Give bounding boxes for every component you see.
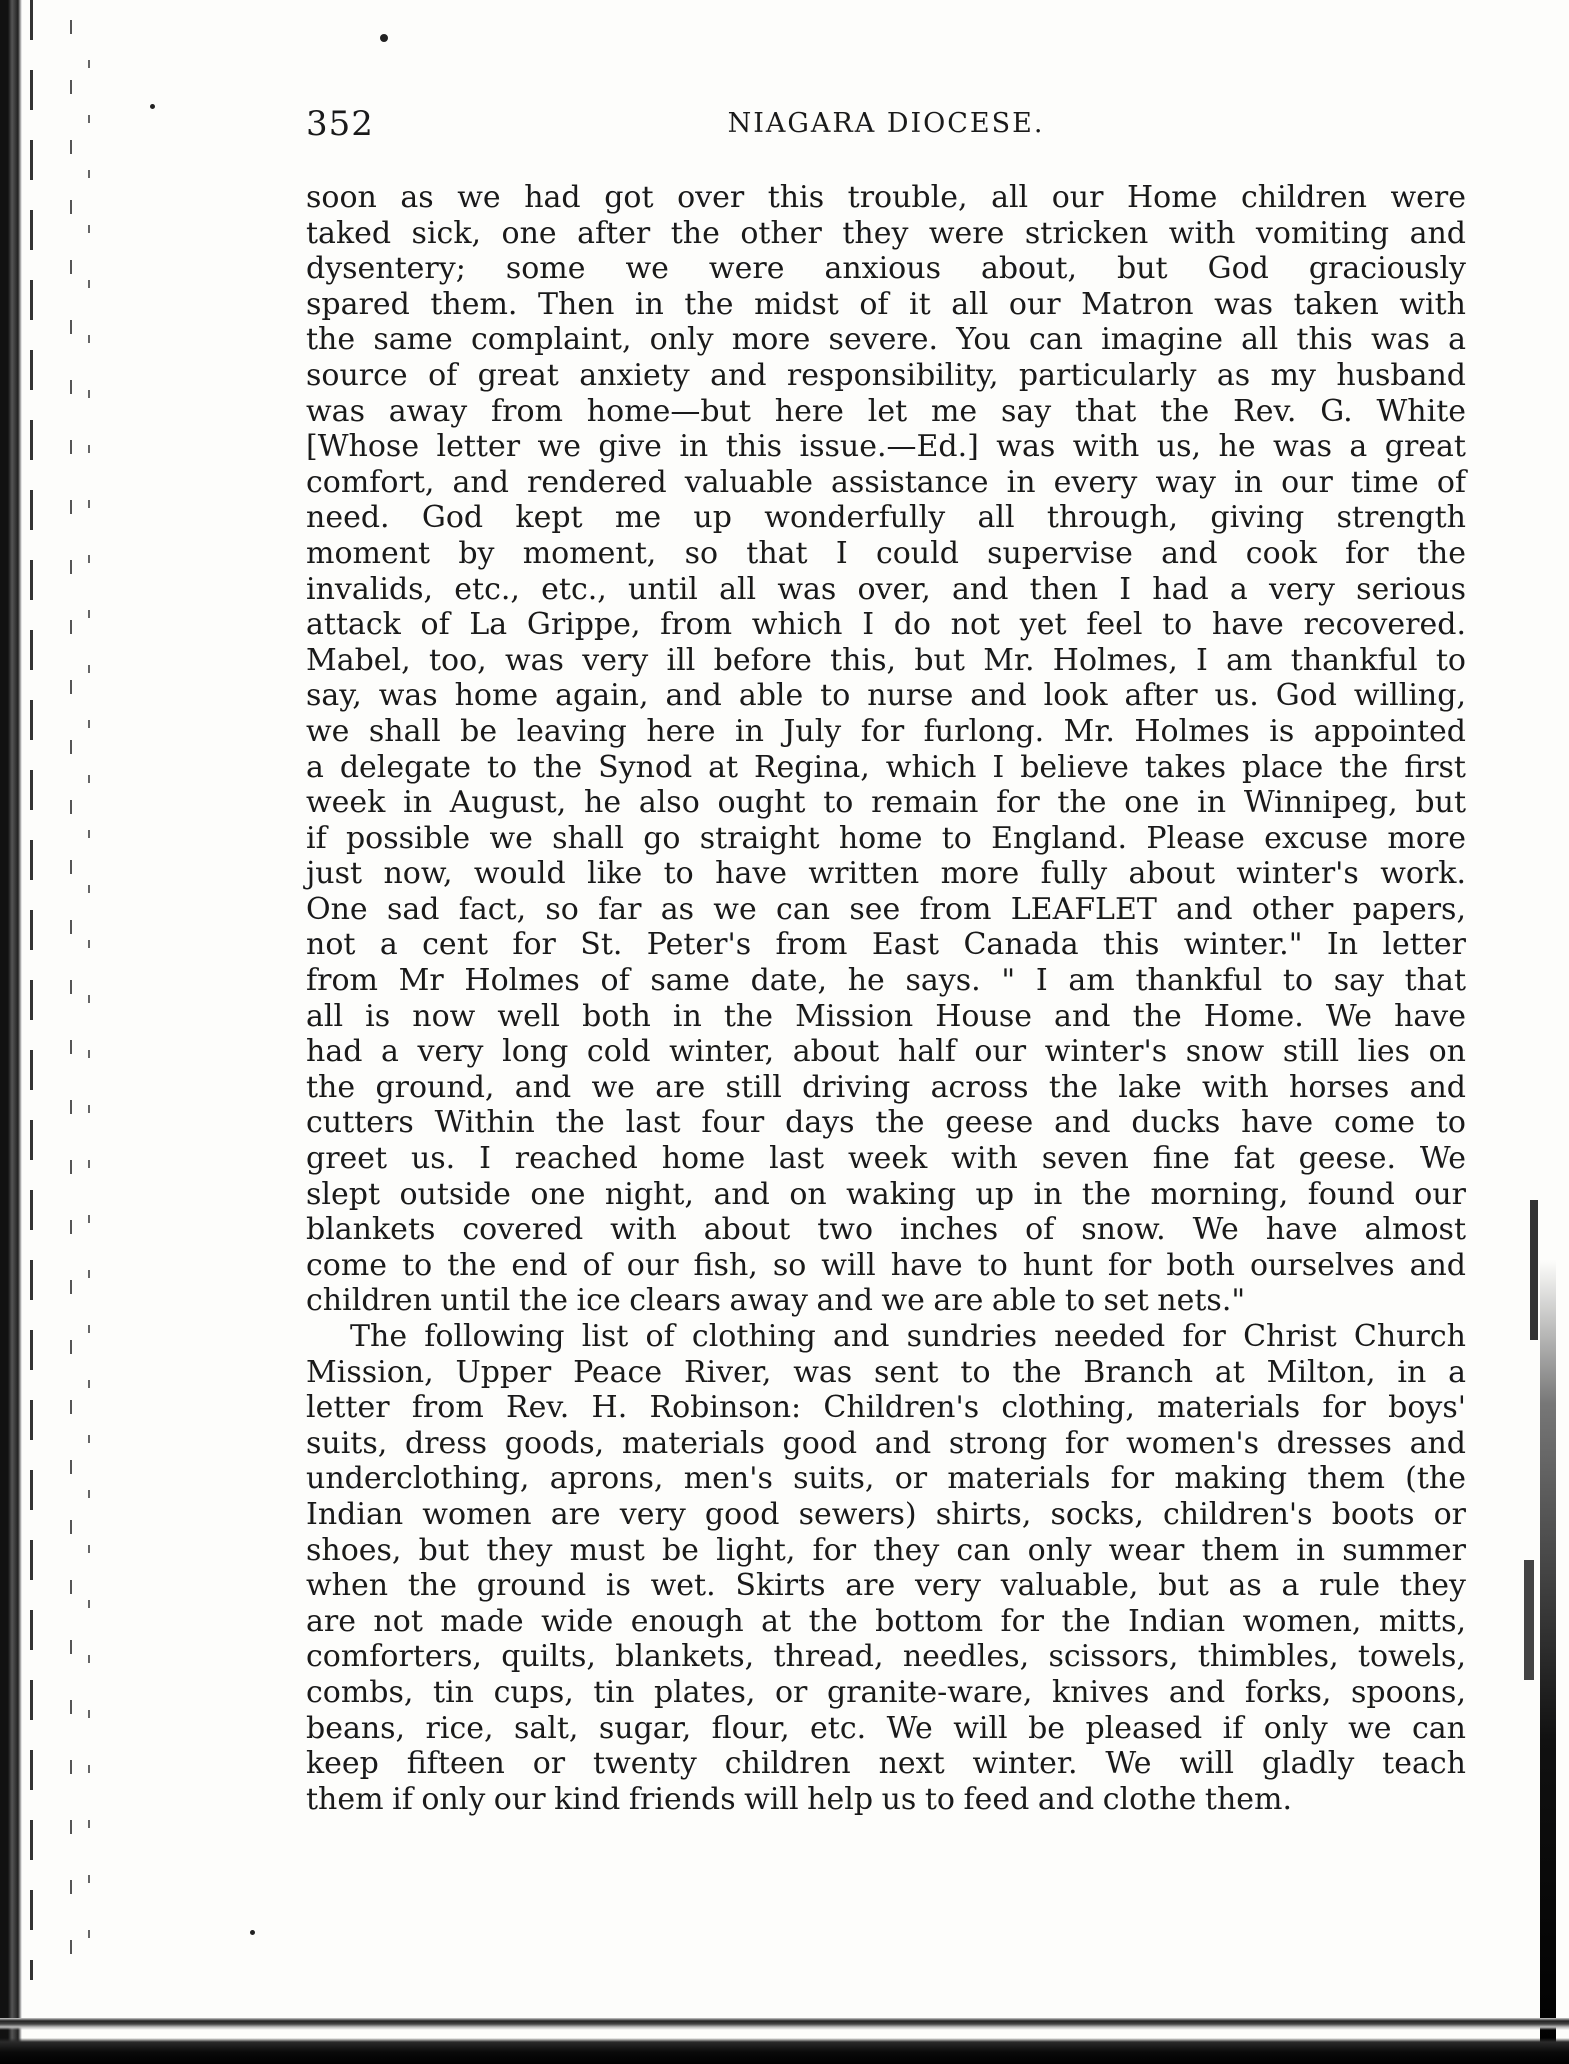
text-line: comforters, quilts, blankets, thread, needles, scissors, thimbles, towels, — [306, 1639, 1466, 1675]
text-line: moment by moment, so that I could supervise and cook for the — [306, 535, 1466, 571]
bottom-edge — [0, 2018, 1569, 2030]
text-line: Indian women are very good sewers) shirts, socks, children's boots or — [306, 1496, 1466, 1532]
text-line: blankets covered with about two inches of snow. We have almost — [306, 1212, 1466, 1248]
text-line: Mission, Upper Peace River, was sent to the Branch at Milton, in a — [306, 1354, 1466, 1390]
text-line: if possible we shall go straight home to England. Please excuse more — [306, 820, 1466, 856]
text-line: soon as we had got over this trouble, all our Home children were — [306, 180, 1466, 215]
text-line: week in August, he also ought to remain for the one in Winnipeg, but — [306, 785, 1466, 821]
text-line: had a very long cold winter, about half our winter's snow still lies on — [306, 1034, 1466, 1070]
text-line: spared them. Then in the midst of it all our Matron was taken with — [306, 286, 1466, 322]
page-edge-shadow — [1540, 1260, 1556, 2060]
text-line: dysentery; some we were anxious about, but God graciously — [306, 251, 1466, 287]
page-edge-mark — [1524, 1560, 1534, 1680]
running-head: NIAGARA DIOCESE. — [727, 108, 1045, 139]
ink-speck — [150, 104, 155, 109]
text-line: them if only our kind friends will help us to feed and clothe them. — [306, 1781, 1293, 1817]
text-line: cutters Within the last four days the geese and ducks have come to — [306, 1105, 1466, 1141]
text-line: all is now well both in the Mission House and the Home. We have — [306, 998, 1466, 1034]
text-line: a delegate to the Synod at Regina, which I believe takes place the first — [306, 749, 1466, 785]
text-line: slept outside one night, and on waking up in the morning, found our — [306, 1176, 1466, 1212]
text-line: attack of La Grippe, from which I do not yet feel to have recovered. — [306, 607, 1466, 643]
ink-speck — [380, 34, 388, 42]
text-line: from Mr Holmes of same date, he says. " I am thankful to say that — [306, 963, 1466, 999]
paragraph-first-line: The following list of clothing and sundries needed for Christ Church — [350, 1319, 1466, 1354]
binding-mark — [30, 0, 33, 1980]
bottom-edge-shadow — [0, 2038, 1569, 2064]
ink-speck — [250, 1930, 255, 1935]
page-header — [306, 104, 1466, 150]
text-line: not a cent for St. Peter's from East Canada this winter." In letter — [306, 927, 1466, 963]
text-line: greet us. I reached home last week with seven fine fat geese. We — [306, 1141, 1466, 1177]
text-line: letter from Rev. H. Robinson: Children's clothing, materials for boys' — [306, 1390, 1466, 1426]
text-line: when the ground is wet. Skirts are very valuable, but as a rule they — [306, 1568, 1466, 1604]
text-line: just now, would like to have written more fully about winter's work. — [306, 856, 1466, 892]
text-line: combs, tin cups, tin plates, or granite-ware, knives and forks, spoons, — [306, 1674, 1466, 1710]
text-line: [Whose letter we give in this issue.—Ed.] was with us, he was a great — [306, 429, 1466, 465]
text-line: are not made wide enough at the bottom for the Indian women, mitts, — [306, 1603, 1466, 1639]
binding-mark — [88, 60, 90, 1960]
binding-mark — [70, 20, 72, 1980]
text-line: underclothing, aprons, men's suits, or materials for making them (the — [306, 1461, 1466, 1497]
text-line: beans, rice, salt, sugar, flour, etc. We will be pleased if only we can — [306, 1710, 1466, 1746]
text-line: invalids, etc., etc., until all was over, and then I had a very serious — [306, 571, 1466, 607]
text-line: the ground, and we are still driving across the lake with horses and — [306, 1069, 1466, 1105]
body-text — [306, 180, 1466, 1817]
text-line: we shall be leaving here in July for furlong. Mr. Holmes is appointed — [306, 713, 1466, 749]
text-line: taked sick, one after the other they were stricken with vomiting and — [306, 215, 1466, 251]
page-number: 352 — [306, 104, 374, 144]
text-line: children until the ice clears away and we are able to set nets." — [306, 1283, 1246, 1319]
text-line: One sad fact, so far as we can see from LEAFLET and other papers, — [306, 891, 1466, 927]
text-line: source of great anxiety and responsibility, particularly as my husband — [306, 357, 1466, 393]
text-line: Mabel, too, was very ill before this, but Mr. Holmes, I am thankful to — [306, 642, 1466, 678]
text-line: keep fifteen or twenty children next winter. We will gladly teach — [306, 1746, 1466, 1782]
text-line: comfort, and rendered valuable assistance in every way in our time of — [306, 464, 1466, 500]
text-line: suits, dress goods, materials good and strong for women's dresses and — [306, 1425, 1466, 1461]
text-line: the same complaint, only more severe. You can imagine all this was a — [306, 322, 1466, 358]
page-edge-mark — [1530, 1200, 1538, 1340]
binding-shadow — [0, 0, 22, 2064]
text-line: say, was home again, and able to nurse and look after us. God willing, — [306, 678, 1466, 714]
text-line: need. God kept me up wonderfully all through, giving strength — [306, 500, 1466, 536]
text-line: was away from home—but here let me say that the Rev. G. White — [306, 393, 1466, 429]
text-line: come to the end of our fish, so will have to hunt for both ourselves and — [306, 1247, 1466, 1283]
text-line: shoes, but they must be light, for they can only wear them in summer — [306, 1532, 1466, 1568]
